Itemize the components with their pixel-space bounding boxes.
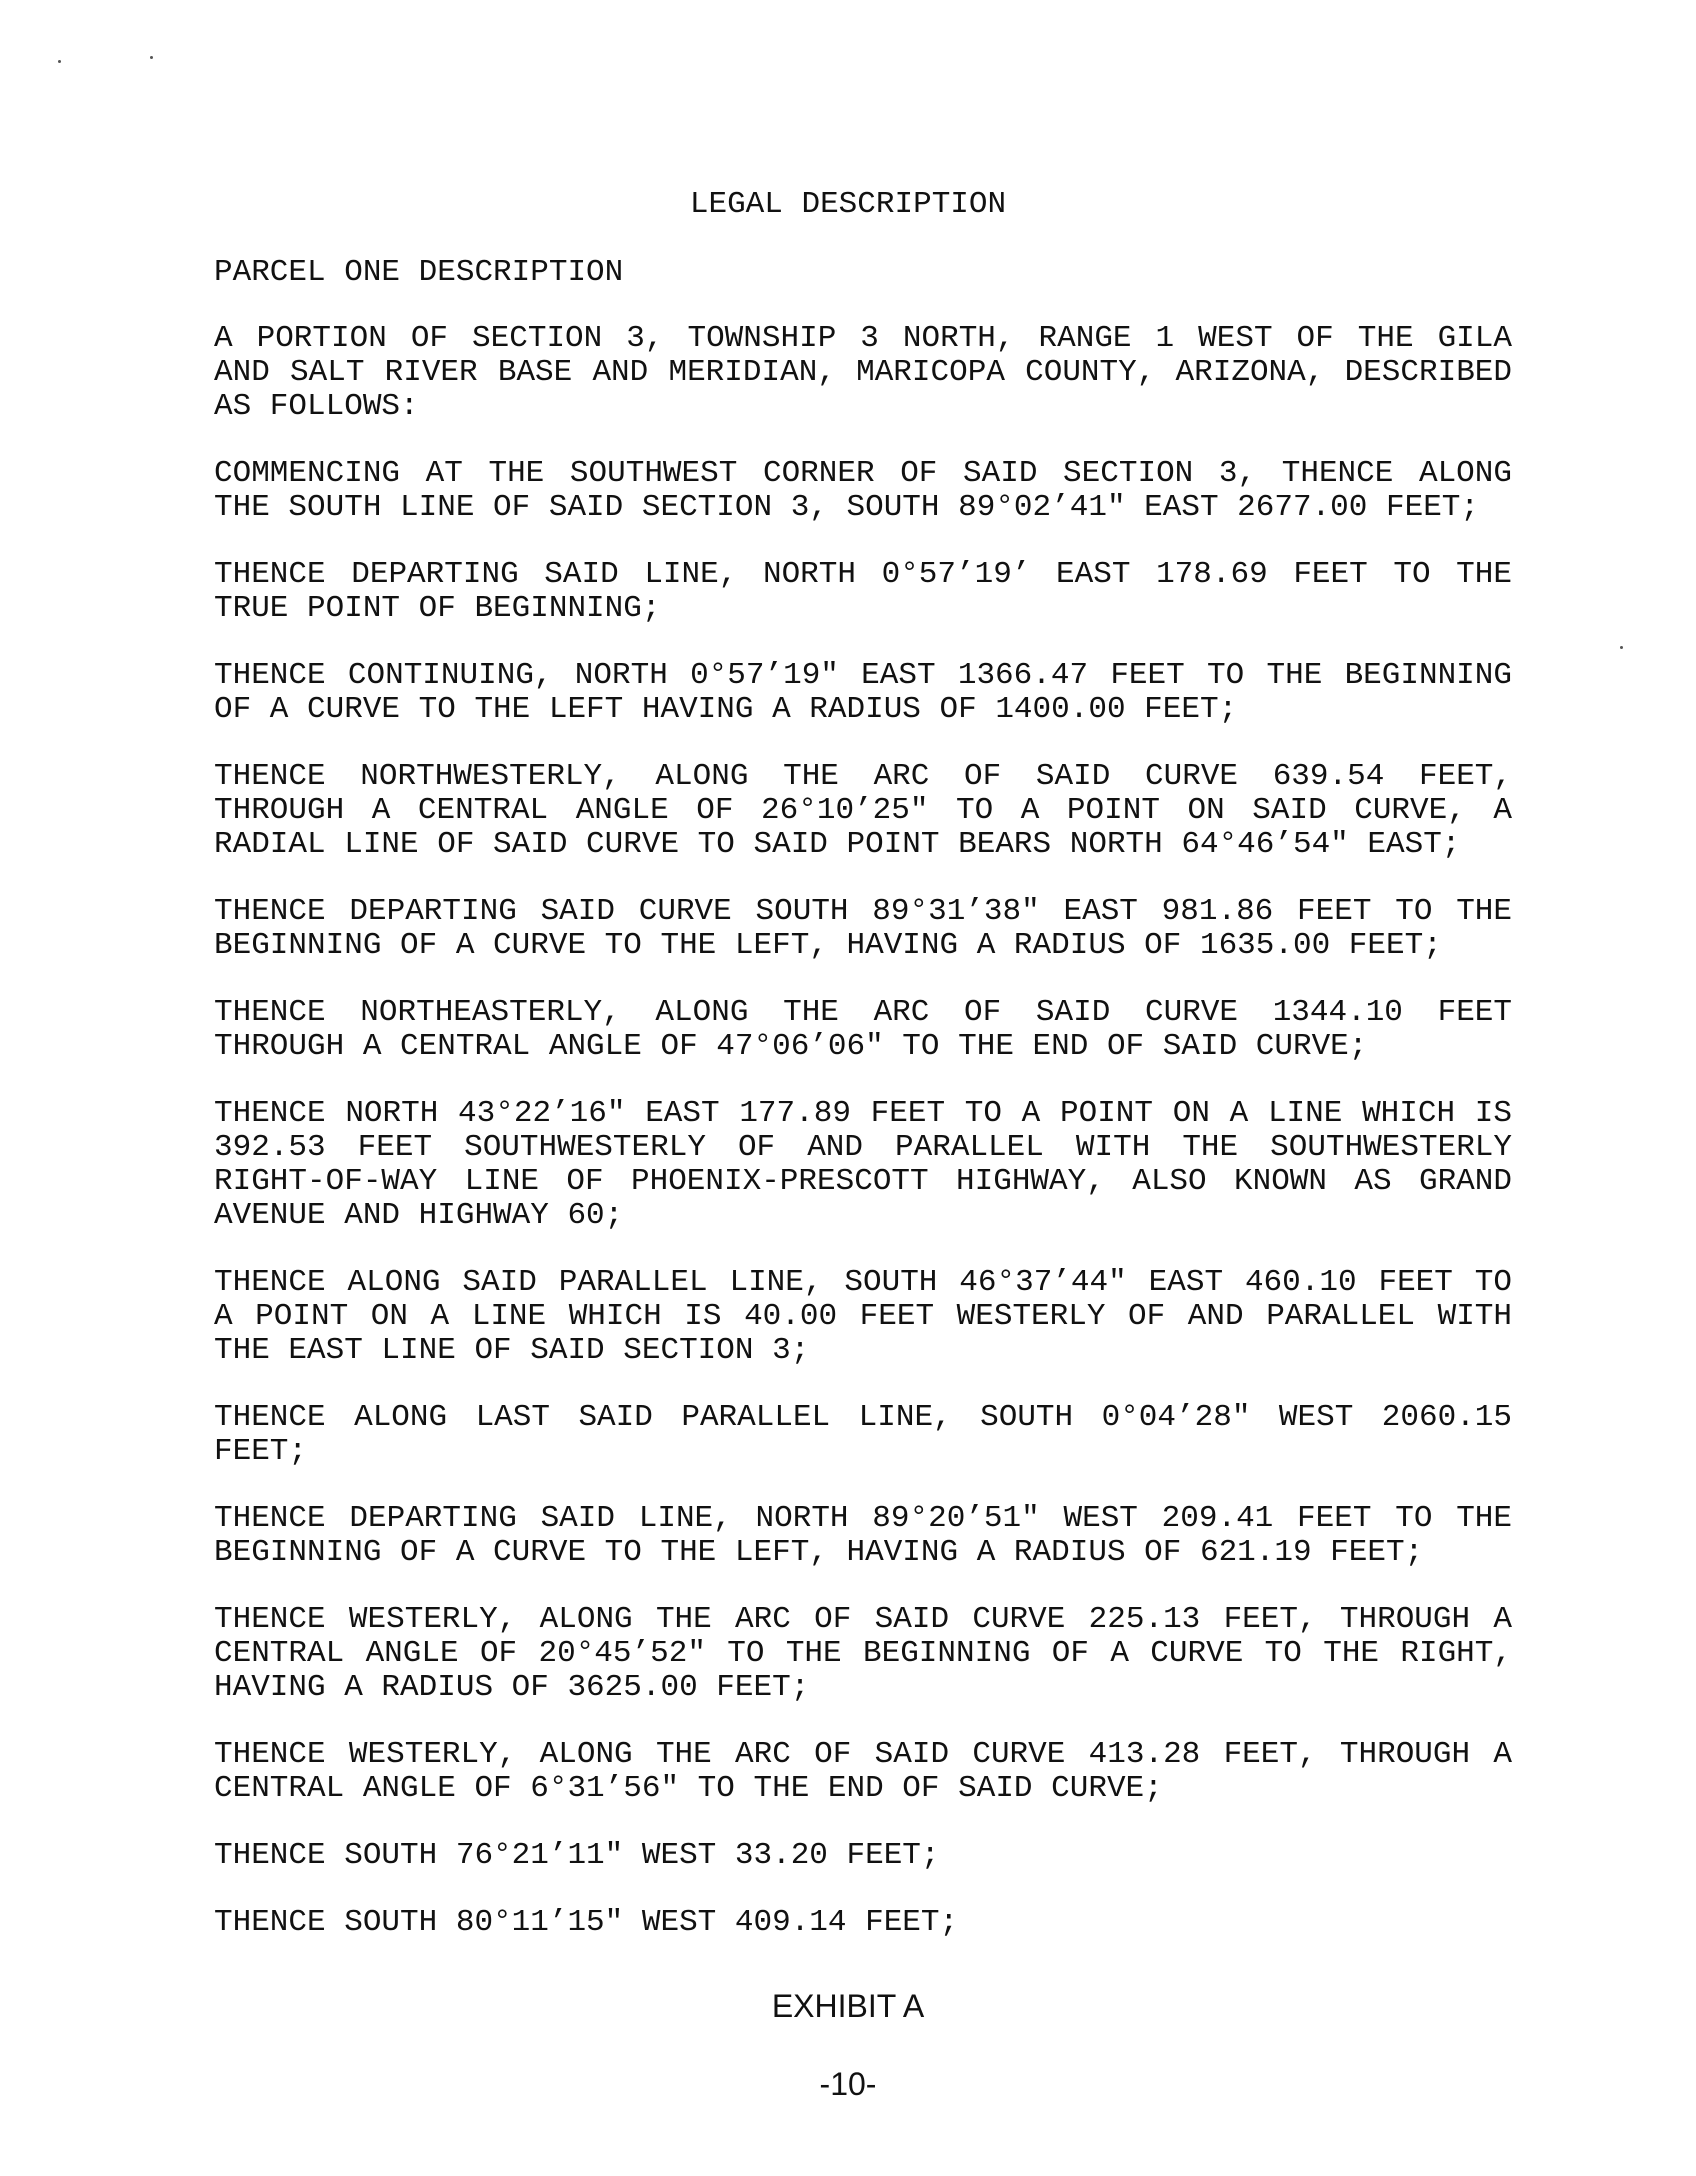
parcel-subheading: PARCEL ONE DESCRIPTION — [214, 255, 624, 290]
page-number: -10- — [819, 2066, 877, 2102]
paragraph-northeasterly: THENCE NORTHEASTERLY, ALONG THE ARC OF SAID CURVE 1344.10 FEET THROUGH A CENTRAL ANGLE OF 47°06’06" TO THE END OF SAID CURVE; — [214, 995, 1512, 1064]
paragraph-westerly-413: THENCE WESTERLY, ALONG THE ARC OF SAID CURVE 413.28 FEET, THROUGH A CENTRAL ANGLE OF 6°31’56" TO THE END OF SAID CURVE; — [214, 1737, 1512, 1806]
paragraph-parallel-line: THENCE ALONG SAID PARALLEL LINE, SOUTH 46°37’44" EAST 460.10 FEET TO A POINT ON A LINE WHICH IS 40.00 FEET WESTERLY OF AND PARALLEL WITH THE EAST LINE OF SAID SECTION 3; — [214, 1265, 1512, 1368]
paragraph-last-parallel: THENCE ALONG LAST SAID PARALLEL LINE, SOUTH 0°04’28" WEST 2060.15 FEET; — [214, 1400, 1512, 1469]
legal-description-body — [214, 322, 1512, 1973]
paragraph-north-43: THENCE NORTH 43°22’16" EAST 177.89 FEET TO A POINT ON A LINE WHICH IS 392.53 FEET SOUTHWESTERLY OF AND PARALLEL WITH THE SOUTHWESTERLY RIGHT-OF-WAY LINE OF PHOENIX-PRESCOTT HIGHWAY, ALSO KNOWN AS GRAND AVENUE AND HIGHWAY 60; — [214, 1096, 1512, 1233]
paragraph-north-89: THENCE DEPARTING SAID LINE, NORTH 89°20’51" WEST 209.41 FEET TO THE BEGINNING OF A CURVE TO THE LEFT, HAVING A RADIUS OF 621.19 FEET; — [214, 1501, 1512, 1570]
paragraph-northwesterly: THENCE NORTHWESTERLY, ALONG THE ARC OF SAID CURVE 639.54 FEET, THROUGH A CENTRAL ANGLE OF 26°10’25" TO A POINT ON SAID CURVE, A RADIAL LINE OF SAID CURVE TO SAID POINT BEARS NORTH 64°46’54" EAST; — [214, 759, 1512, 862]
paragraph-true-point: THENCE DEPARTING SAID LINE, NORTH 0°57’19’ EAST 178.69 FEET TO THE TRUE POINT OF BEGINNING; — [214, 557, 1512, 626]
paragraph-portion: A PORTION OF SECTION 3, TOWNSHIP 3 NORTH, RANGE 1 WEST OF THE GILA AND SALT RIVER BASE AND MERIDIAN, MARICOPA COUNTY, ARIZONA, DESCRIBED AS FOLLOWS: — [214, 321, 1512, 424]
paragraph-south-80: THENCE SOUTH 80°11’15" WEST 409.14 FEET; — [214, 1905, 959, 1940]
scan-speck — [58, 60, 61, 63]
paragraph-commencing: COMMENCING AT THE SOUTHWEST CORNER OF SAID SECTION 3, THENCE ALONG THE SOUTH LINE OF SAID SECTION 3, SOUTH 89°02’41" EAST 2677.00 FEET; — [214, 456, 1512, 525]
paragraph-departing-curve: THENCE DEPARTING SAID CURVE SOUTH 89°31’38" EAST 981.86 FEET TO THE BEGINNING OF A CURVE TO THE LEFT, HAVING A RADIUS OF 1635.00 FEET; — [214, 894, 1512, 963]
paragraph-continuing: THENCE CONTINUING, NORTH 0°57’19" EAST 1366.47 FEET TO THE BEGINNING OF A CURVE TO THE LEFT HAVING A RADIUS OF 1400.00 FEET; — [214, 658, 1512, 727]
paragraph-south-76: THENCE SOUTH 76°21’11" WEST 33.20 FEET; — [214, 1838, 940, 1873]
scan-speck — [150, 56, 153, 59]
exhibit-label: EXHIBIT A — [771, 1988, 925, 2024]
document-heading: LEGAL DESCRIPTION — [689, 187, 1007, 222]
scan-speck — [1620, 646, 1623, 649]
paragraph-westerly-225: THENCE WESTERLY, ALONG THE ARC OF SAID CURVE 225.13 FEET, THROUGH A CENTRAL ANGLE OF 20°45’52" TO THE BEGINNING OF A CURVE TO THE RIGHT, HAVING A RADIUS OF 3625.00 FEET; — [214, 1602, 1512, 1705]
